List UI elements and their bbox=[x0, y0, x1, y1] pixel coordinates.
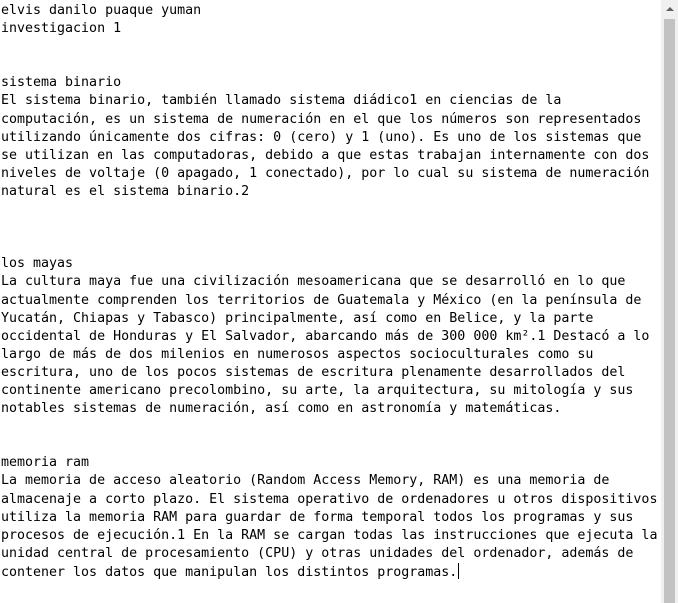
text-line bbox=[0, 292, 658, 310]
vertical-scrollbar[interactable] bbox=[661, 0, 678, 603]
text-line bbox=[0, 92, 658, 110]
text-line bbox=[0, 183, 658, 201]
line-text: niveles de voltaje (0 apagado, 1 conectado), por lo cual su sistema de numeración bbox=[1, 165, 650, 181]
line-text: occidental de Honduras y El Salvador, abarcando más de 300 000 km².1 Destacó a lo bbox=[1, 328, 650, 344]
text-line bbox=[0, 509, 658, 527]
blank-line bbox=[0, 38, 658, 56]
text-line bbox=[0, 20, 658, 38]
text-line bbox=[0, 111, 658, 129]
line-text: se utilizan en las computadoras, debido a que estas trabajan internamente con dos bbox=[1, 147, 650, 163]
line-text: memoria ram bbox=[1, 455, 90, 471]
text-line bbox=[0, 2, 658, 20]
line-text: contener los datos que manipulan los distintos programas. bbox=[1, 564, 458, 580]
line-text: La cultura maya fue una civilización mesoamericana que se desarrolló en lo que bbox=[1, 274, 626, 290]
text-line bbox=[0, 382, 658, 400]
text-line bbox=[0, 165, 658, 183]
blank-line bbox=[0, 201, 658, 219]
text-line bbox=[0, 129, 658, 147]
blank-line bbox=[0, 436, 658, 454]
text-line bbox=[0, 563, 658, 581]
line-text: utilizando únicamente dos cifras: 0 (cero) y 1 (uno). Es uno de los sistemas que bbox=[1, 129, 642, 145]
line-text: actualmente comprenden los territorios de Guatemala y México (en la península de bbox=[1, 292, 642, 308]
line-text: notables sistemas de numeración, así como en astronomía y matemáticas. bbox=[1, 401, 562, 417]
line-text: sistema binario bbox=[1, 75, 122, 91]
text-line bbox=[0, 74, 658, 92]
line-text: utiliza la memoria RAM para guardar de forma temporal todos los programas y sus bbox=[1, 509, 634, 525]
line-text: almacenaje a corto plazo. El sistema operativo de ordenadores u otros dispositivos bbox=[1, 491, 658, 507]
line-text: escritura, uno de los pocos sistemas de escritura plenamente desarrollados del bbox=[1, 364, 626, 380]
text-line bbox=[0, 255, 658, 273]
text-line bbox=[0, 400, 658, 418]
scrollbar-thumb[interactable] bbox=[664, 19, 675, 603]
line-text: continente americano precolombino, su arte, la arquitectura, su mitología y sus bbox=[1, 382, 634, 398]
text-caret bbox=[458, 563, 459, 579]
text-line bbox=[0, 491, 658, 509]
text-line bbox=[0, 545, 658, 563]
text-line bbox=[0, 454, 658, 472]
line-text: Yucatán, Chiapas y Tabasco) principalmente, así como en Belice, y la parte bbox=[1, 310, 594, 326]
text-line bbox=[0, 472, 658, 490]
line-text: elvis danilo puaque yuman bbox=[1, 3, 202, 18]
blank-line bbox=[0, 418, 658, 436]
line-text: investigacion 1 bbox=[1, 21, 122, 37]
line-text: El sistema binario, también llamado sistema diádico1 en ciencias de la bbox=[1, 93, 562, 109]
blank-line bbox=[0, 237, 658, 255]
text-line bbox=[0, 346, 658, 364]
text-line bbox=[0, 527, 658, 545]
text-line bbox=[0, 273, 658, 291]
scroll-up-arrow-icon[interactable] bbox=[661, 0, 678, 17]
line-text: La memoria de acceso aleatorio (Random Access Memory, RAM) es una memoria de bbox=[1, 473, 610, 489]
text-editing-area[interactable] bbox=[0, 2, 658, 603]
line-text: los mayas bbox=[1, 256, 74, 272]
text-line bbox=[0, 310, 658, 328]
blank-line bbox=[0, 56, 658, 74]
blank-line bbox=[0, 219, 658, 237]
text-line bbox=[0, 328, 658, 346]
line-text: procesos de ejecución.1 En la RAM se cargan todas las instrucciones que ejecuta la bbox=[1, 527, 658, 543]
text-line bbox=[0, 364, 658, 382]
line-text: natural es el sistema binario.2 bbox=[1, 183, 250, 199]
text-line bbox=[0, 147, 658, 165]
line-text: largo de más de dos milenios en numerosos aspectos socioculturales como su bbox=[1, 346, 594, 362]
line-text: unidad central de procesamiento (CPU) y otras unidades del ordenador, además de bbox=[1, 545, 634, 561]
line-text: computación, es un sistema de numeración en el que los números son representados bbox=[1, 111, 642, 127]
